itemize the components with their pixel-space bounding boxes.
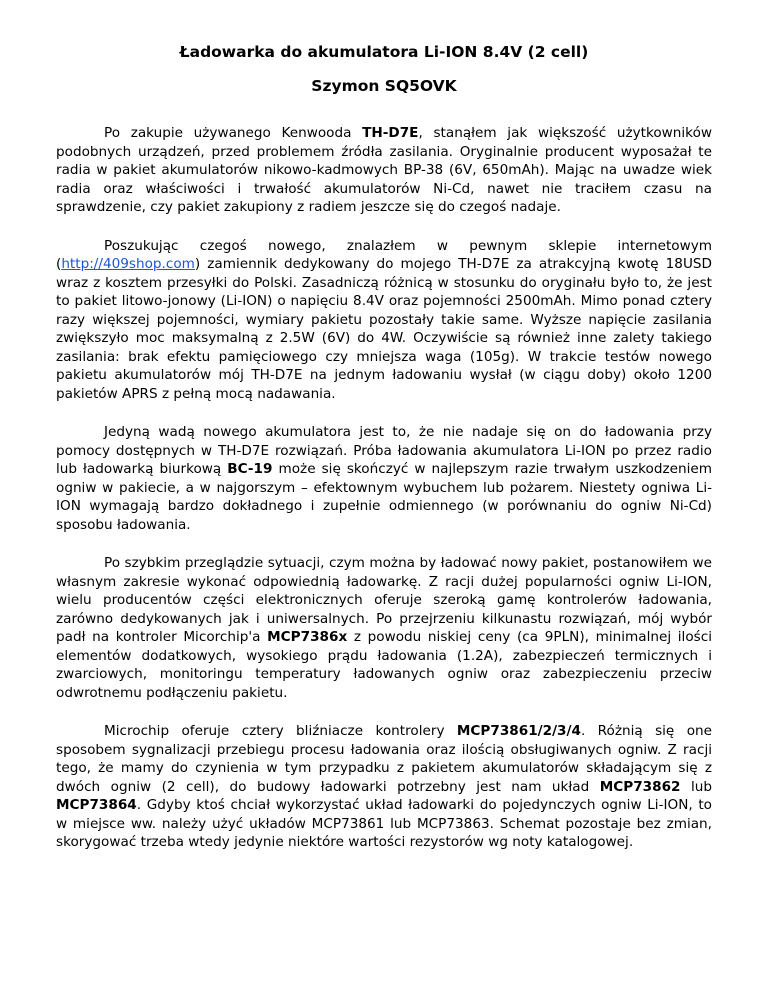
document-page: [56, 42, 712, 872]
paragraph-2-text-c: ) zamiennik dedykowany do mojego TH-D7E za atrakcyjną kwotę 18USD wraz z kosztem przesyłki do Polski. Zasadniczą różnicą w stosunku do oryginału było to, że jest to pakiet litowo-jonowy (Li-ION) o napięciu 8.4V oraz pojemności 2500mAh. Mimo ponad cztery razy większej pojemności, wymiary pakietu pozostały takie same. Wyższe napięcie zasilania zwiększyło moc maksymalną z 2.5W (6V) do 4W. Oczywiście są również inne zalety takiego zasilania: brak efektu pamięciowego czy mniejsza waga (105g). W trakcie testów nowego pakietu akumulatorów mój TH-D7E na jednym ładowaniu wysłał (w ciągu doby) około 1200 pakietów APRS z pełną mocą nadawania.: [56, 256, 712, 402]
model-bc-19: BC-19: [227, 461, 273, 477]
paragraph-2: [56, 237, 712, 404]
model-mcp7386x: MCP7386x: [267, 629, 348, 645]
model-th-d7e: TH-D7E: [362, 125, 419, 141]
paragraph-4-text-a: Po szybkim przeglądzie sytuacji, czym można by ładować nowy pakiet, postanowiłem we własnym zakresie wykonać odpowiednią ładowarkę. Z racji dużej popularności ogniw Li-ION, wielu producentów części elektronicznych oferuje szeroką gamę kontrolerów ładowania, zarówno dedykowanych jak i uniwersalnych. Po przejrzeniu kilkunastu rozwiązań, mój wybór padł na kontroler Micorchip'a: [56, 555, 712, 645]
paragraph-4-text-c: z powodu niskiej ceny (ca 9PLN), minimalnej ilości elementów dodatkowych, wysokiego prądu ładowania (1.2A), zabezpieczeń termicznych i zwarciowych, monitoringu temperatury ładowanych ogniw oraz zabezpieczeniu przeciw odwrotnemu podłączeniu pakietu.: [56, 629, 712, 701]
shop-link[interactable]: http://409shop.com: [61, 256, 195, 272]
model-mcp73864: MCP73864: [56, 797, 137, 813]
paragraph-5-text-c: . Różnią się one sposobem sygnalizacji przebiegu procesu ładowania oraz ilością obsługiwanych ogniw. Z racji tego, że mamy do czynienia w tym przypadku z pakietem akumulatorów składającym się z dwóch ogniw (2 cell), do budowy ładowarki potrzebny jest nam układ: [56, 723, 713, 795]
paragraph-5: [56, 722, 712, 852]
model-mcp73862: MCP73862: [599, 778, 681, 795]
paragraph-2-text-a: Poszukując czegoś nowego, znalazłem w pewnym sklepie internetowym (: [56, 237, 712, 272]
paragraph-1-text-a: Po zakupie używanego Kenwooda: [104, 125, 363, 141]
paragraph-3-text-c: może się skończyć w najlepszym razie trwałym uszkodzeniem ogniw w pakiecie, a w najgorszym – efektownym wybuchem lub pożarem. Niestety ogniwa Li-ION wymagają bardzo dokładnego i zupełnie odmiennego (w porównaniu do ogniw Ni-Cd) sposobu ładowania.: [56, 461, 712, 533]
paragraph-4: [56, 554, 712, 702]
paragraph-1-text-c: , stanąłem jak większość użytkowników podobnych urządzeń, przed problemem źródła zasilania. Oryginalnie producent wyposażał te radia w pakiet akumulatorów nikowo-kadmowych BP-38 (6V, 650mAh). Mając na uwadze wiek radia oraz właściwości i trwałość akumulatorów Ni-Cd, nawet nie traciłem czasu na sprawdzenie, czy pakiet zakupiony z radiem jeszcze się do czegoś nadaje.: [56, 125, 713, 215]
model-mcp73861-4: MCP73861/2/3/4: [456, 723, 581, 739]
paragraph-5-text-d: lub: [680, 778, 713, 795]
paragraph-3: [56, 423, 712, 534]
document-author: Szymon SQ5OVK: [311, 77, 457, 95]
paragraph-5-text-a: Microchip oferuje cztery bliźniacze kontrolery: [104, 723, 457, 739]
paragraph-3-text-a: Jedyną wadą nowego akumulatora jest to, że nie nadaje się on do ładowania przy pomocy dostępnych w TH-D7E rozwiązań. Próba ładowania akumulatora Li-ION po przez radio lub ładowarką biurkową: [56, 424, 712, 477]
paragraph-1: [56, 124, 712, 217]
document-title: Ładowarka do akumulatora Li-ION 8.4V (2 cell): [179, 43, 589, 61]
paragraph-5-text-e: . Gdyby ktoś chciał wykorzystać układ ładowarki do pojedynczych ogniw Li-ION, to w miejsce ww. należy użyć układów MCP73861 lub MCP73863. Schemat pozostaje bez zmian, skorygować trzeba wtedy jedynie niektóre wartości rezystorów wg noty katalogowej.: [56, 797, 712, 850]
